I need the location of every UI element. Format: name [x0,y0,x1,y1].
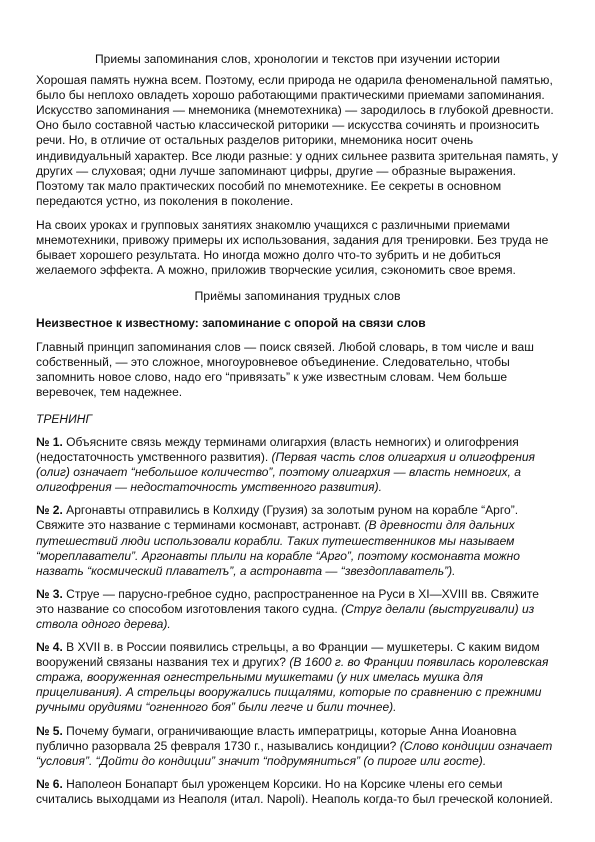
exercise-number: № 3. [36,586,63,601]
section-title: Приёмы запоминания трудных слов [194,289,401,304]
principle-paragraph: Главный принцип запоминания слов — поиск связей. Любой словарь, в том числе и ваш собственный, — это сложное, многоуровневое объединение. Следовательно, чтобы запомнить новое слово, надо его “привязать” к уже известным словам. Чем больше веревочек, тем надежнее. [36,339,534,399]
intro-paragraph-2: На своих уроках и групповых занятиях знакомлю учащихся с различными приемами мнемотехники, привожу примеры их использования, задания для тренировки. Без труда не бывает хорошего результата. Но иногда можно долго что-то зубрить и не добиться желаемого эффекта. А можно, приложив творческие усилия, сэкономить свое время. [36,217,549,278]
exercise-4 [36,640,559,715]
exercise-text: Наполеон Бонапарт был уроженцем Корсики. Но на Корсике члены его семьи считались выходцами из Неаполя (итал. Napoli). Неаполь когда-то был греческой колонией. [36,776,553,806]
intro-paragraph-1: Хорошая память нужна всем. Поэтому, если природа не одарила феноменальной памятью, было бы неплохо овладеть хорошо работающими практическими приемами запоминания. Искусство запоминания — мнемоника (мнемотехника) — зародилось в глубокой древности. Оно было составной частью классической риторики — искусства сочинять и произносить речи. Но, в отличие от остальных разделов риторики, мнемоника носит очень индивидуальный характер. Все люди разные: у одних сильнее развита зрительная память, у других — слуховая; одни лучше запоминают цифры, другие — образные выражения. Поэтому так мало практических пособий по мнемотехнике. Ее секреты в основном передаются устно, из поколения в поколение. [36,73,559,208]
exercise-number: № 4. [36,640,63,655]
exercise-answer: (В древности для дальних путешествий люди использовали корабли. Таких путешественников мы называем “мореплаватели”. Аргонавты плыли на корабле “Арго”, поэтому космонавта можно назвать “космический плавателъ”, а астронавта — “звездоплаватель”). [36,518,520,578]
exercise-number: № 6. [36,776,63,791]
exercise-number: № 5. [36,723,63,738]
exercise-text: Аргонавты отправились в Колхиду (Грузия) за золотым руном на корабле “Арго”. Свяжите это название с терминами космонавт, астронавт. [36,503,519,533]
exercise-2 [36,503,559,578]
exercise-1 [36,435,559,495]
exercise-answer: (Первая часть слов олигархия и олигофрения (олиг) означает “небольшое количество”, поэтому олигархия — власть немногих, а олигофрения — недостаточность умственного развития). [36,450,535,495]
exercise-answer: (В 1600 г. во Франции появилась королевская стража, вооруженная огнестрельными мушкетами (у них имелась мушка для прицеливания). А стрельцы вооружались пищалями, которые по сравнению с прежними ручными орудиями “огненного боя” были легче и били точнее). [36,655,549,715]
training-label: ТРЕНИНГ [36,411,92,426]
exercise-6 [36,777,559,807]
document-title: Приемы запоминания слов, хронологии и текстов при изучении истории [95,52,500,66]
exercise-answer: (Струг делали (выстругивали) из ствола одного дерева). [36,601,535,631]
exercise-text: Почему бумаги, ограничивающие власть императрицы, которые Анна Иоановна публично разорвала 25 февраля 1730 г., назывались кондиции? [36,723,517,753]
subheading: Неизвестное к известному: запоминание с опорой на связи слов [36,316,426,331]
exercise-3 [36,587,559,632]
exercise-text: Струе — парусно-гребное судно, распространенное на Руси в XI—XVIII вв. Свяжите это название со способом изготовления такого судна. [36,586,539,616]
exercise-number: № 1. [36,434,63,449]
exercise-text: Объясните связь между терминами олигархия (власть немногих) и олигофрения (недостаточность умственного развития). [36,434,519,465]
exercise-text: В XVII в. в России появились стрельцы, а во Франции — мушкетеры. С каким видом вооружений связаны названия тех и других? [36,640,540,670]
exercise-5 [36,724,559,769]
exercise-number: № 2. [36,503,63,518]
exercise-answer: (Слово кондиции означает “условия”. “Дойти до кондиции” значит “подрумяниться” (о пироге или госте). [36,738,553,768]
